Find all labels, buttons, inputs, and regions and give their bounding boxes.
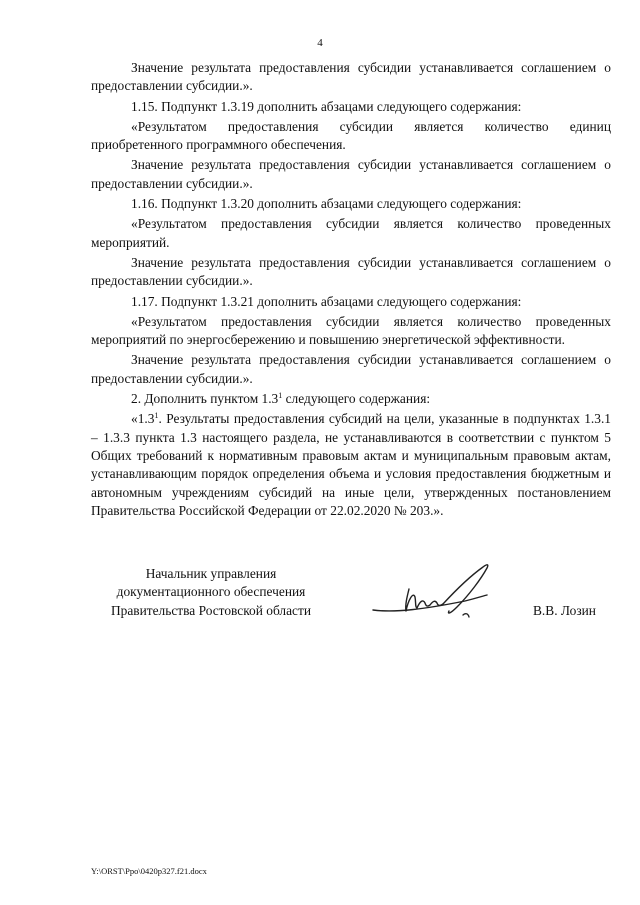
signer-title-line: документационного обеспечения [116, 584, 306, 600]
paragraph: «Результатом предоставления субсидии является количество единиц приобретенного программного обеспечения. [91, 118, 611, 153]
add-point-suffix: следующего содержания: [282, 391, 431, 407]
add-point-superscript: 1 [278, 391, 283, 401]
paragraph: Значение результата предоставления субсидии устанавливается соглашением о предоставлении субсидии.». [91, 60, 611, 94]
new-point-paragraph [91, 410, 611, 520]
document-body [91, 59, 611, 520]
new-point-superscript: 1 [154, 411, 159, 421]
paragraph: Значение результата предоставления субсидии устанавливается соглашением о предоставлении субсидии.». [91, 352, 611, 386]
new-point-text: . Результаты предоставления субсидий на цели, указанные в подпунктах 1.3.1 – 1.3.3 пункта 1.3 настоящего раздела, не устанавливаются в соответствии с пунктом 5 Общих требований к нормативным правовым актам и муниципальным правовым актам, устанавливающим порядок определения объема и условия предоставления бюджетным и автономным учреждениям субсидий на иные цели, утвержденных постановлением Правительства Российской Федерации от 22.02.2020 № 203.». [91, 411, 611, 518]
handwritten-signature [365, 555, 505, 635]
add-point-prefix: 2. Дополнить пунктом 1.3 [131, 391, 279, 407]
paragraph: «Результатом предоставления субсидии является количество проведенных мероприятий по энергосбережению и повышению энергетической эффективности. [91, 313, 611, 348]
signer-title-line: Начальник управления [145, 566, 277, 581]
paragraph: 1.16. Подпункт 1.3.20 дополнить абзацами следующего содержания: [131, 196, 522, 212]
add-point-paragraph [91, 390, 611, 408]
signer-name: В.В. Лозин [533, 602, 596, 618]
signature-block [0, 565, 640, 645]
paragraph: Значение результата предоставления субсидии устанавливается соглашением о предоставлении субсидии.». [91, 254, 611, 289]
paragraph: «Результатом предоставления субсидии является количество проведенных мероприятий. [91, 216, 611, 250]
page-number: 4 [317, 37, 323, 49]
signer-title-line: Правительства Ростовской области [110, 602, 312, 618]
paragraph: 1.15. Подпункт 1.3.19 дополнить абзацами следующего содержания: [131, 98, 522, 114]
paragraph: Значение результата предоставления субсидии устанавливается соглашением о предоставлении субсидии.». [91, 157, 611, 191]
footer-file-path: Y:\ORST\Ppo\0420p327.f21.docx [91, 866, 207, 876]
signer-title [91, 565, 331, 620]
paragraph: 1.17. Подпункт 1.3.21 дополнить абзацами следующего содержания: [131, 293, 522, 309]
new-point-prefix: «1.3 [131, 411, 155, 427]
